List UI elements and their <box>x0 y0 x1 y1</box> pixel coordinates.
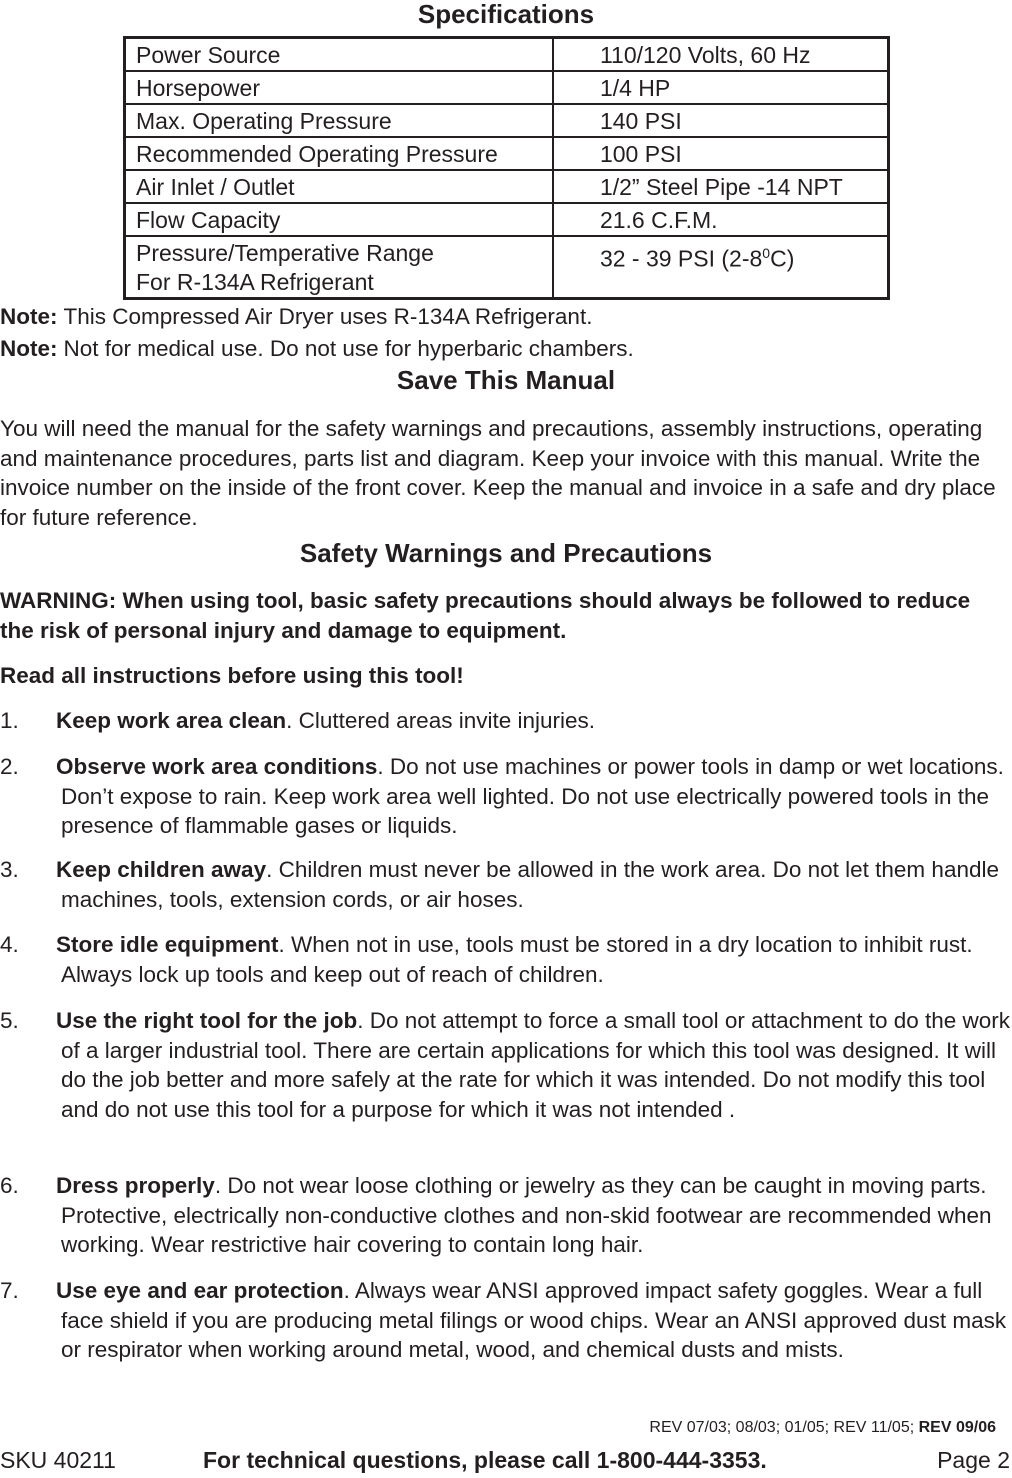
spec-value <box>553 236 889 299</box>
revision-history: REV 07/03; 08/03; 01/05; REV 11/05; <box>649 1419 919 1436</box>
spec-value: 140 PSI <box>553 104 889 137</box>
item-text: . Children must never be allowed in the work area. Do not let them handle machines, tools, extension cords, or air hoses. <box>61 857 999 912</box>
read-instructions: Read all instructions before using this tool! <box>0 663 464 688</box>
spec-value: 100 PSI <box>553 137 889 170</box>
save-manual-title: Save This Manual <box>396 365 616 395</box>
spec-row <box>125 104 889 137</box>
spec-row <box>125 71 889 104</box>
note-label: Note: <box>0 336 58 361</box>
item-text: . Do not use machines or power tools in damp or wet locations. Don’t expose to rain. Keep work area well lighted. Do not use electrically powered tools in the presence of flammable gases or liquids. <box>61 754 1004 838</box>
spec-row-refrigerant-range <box>125 236 889 299</box>
note-text: This Compressed Air Dryer uses R-134A Refrigerant. <box>63 304 593 329</box>
spec-row <box>125 137 889 170</box>
item-number: 2. <box>0 754 19 779</box>
spec-row <box>125 38 889 72</box>
item-number: 5. <box>0 1008 19 1033</box>
spec-label: Horsepower <box>125 71 553 104</box>
item-title: Dress properly <box>56 1173 215 1198</box>
footer-sku: SKU 40211 <box>0 1447 116 1473</box>
item-title: Store idle equipment <box>56 932 279 957</box>
item-number: 1. <box>0 708 19 733</box>
spec-label: Flow Capacity <box>125 203 553 236</box>
item-title: Use the right tool for the job <box>56 1008 358 1033</box>
safety-item <box>0 930 1012 989</box>
revision-note <box>649 1418 996 1438</box>
safety-item <box>0 706 1012 736</box>
safety-item <box>0 752 1012 841</box>
item-text: . Do not attempt to force a small tool or attachment to do the work of a larger industrial tool. There are certain applications for which this tool was designed. It will do the job better and more safely at the rate for which it was intended. Do not modify this tool and do not use this tool for a purpose for which it was not intended . <box>61 1008 1011 1122</box>
spec-label: Air Inlet / Outlet <box>125 170 553 203</box>
note-medical <box>0 335 634 363</box>
specifications-table <box>123 36 890 300</box>
item-number: 3. <box>0 857 19 882</box>
safety-item <box>0 1006 1012 1124</box>
spec-label <box>125 236 553 299</box>
item-number: 4. <box>0 932 19 957</box>
item-title: Use eye and ear protection <box>56 1278 344 1303</box>
spec-value: 1/2” Steel Pipe -14 NPT <box>553 170 889 203</box>
safety-item <box>0 855 1012 914</box>
specifications-title: Specifications <box>417 0 595 29</box>
footer-tech-support: For technical questions, please call 1-800-444-3353. <box>203 1447 767 1473</box>
spec-row <box>125 170 889 203</box>
item-text: . When not in use, tools must be stored in a dry location to inhibit rust. Always lock up tools and keep out of reach of children. <box>61 932 973 987</box>
item-text: . Always wear ANSI approved impact safety goggles. Wear a full face shield if you are producing metal filings or wood chips. Wear an ANSI approved dust mask or respirator when working around metal, wood, and chemical dusts and mists. <box>61 1278 1007 1362</box>
range-label-line1: Pressure/Temperative Range <box>136 240 434 266</box>
range-value-superscript: 0 <box>762 245 771 261</box>
revision-current: REV 09/06 <box>918 1419 996 1436</box>
footer-page-number: Page 2 <box>937 1447 1010 1473</box>
item-title: Keep children away <box>56 857 267 882</box>
spec-label: Power Source <box>125 38 553 72</box>
note-label: Note: <box>0 304 58 329</box>
range-value-unit: C) <box>770 245 795 272</box>
safety-warning: WARNING: When using tool, basic safety precautions should always be followed to reduce the risk of personal injury and damage to equipment. <box>0 588 971 643</box>
item-number: 7. <box>0 1278 19 1303</box>
spec-value: 110/120 Volts, 60 Hz <box>553 38 889 72</box>
range-label-line2: For R-134A Refrigerant <box>136 269 374 295</box>
item-number: 6. <box>0 1173 19 1198</box>
spec-value: 21.6 C.F.M. <box>553 203 889 236</box>
safety-item <box>0 1276 1012 1365</box>
note-refrigerant <box>0 303 592 331</box>
safety-title: Safety Warnings and Precautions <box>299 538 713 568</box>
spec-row <box>125 203 889 236</box>
spec-label: Max. Operating Pressure <box>125 104 553 137</box>
spec-label: Recommended Operating Pressure <box>125 137 553 170</box>
note-text: Not for medical use. Do not use for hyperbaric chambers. <box>63 336 634 361</box>
item-title: Observe work area conditions <box>56 754 378 779</box>
safety-item <box>0 1171 1012 1260</box>
item-title: Keep work area clean <box>56 708 287 733</box>
item-text: . Cluttered areas invite injuries. <box>286 708 596 733</box>
item-text: . Do not wear loose clothing or jewelry as they can be caught in moving parts. Protective, electrically non-conductive clothes and non-skid footwear are recommended when working. Wear restrictive hair covering to contain long hair. <box>61 1173 992 1257</box>
range-value: 32 - 39 PSI (2-8 <box>599 245 763 272</box>
save-manual-text: You will need the manual for the safety warnings and precautions, assembly instructions, operating and maintenance procedures, parts list and diagram. Keep your invoice with this manual. Write the invoice number on the inside of the front cover. Keep the manual and invoice in a safe and dry place for future reference. <box>0 416 996 530</box>
spec-value: 1/4 HP <box>553 71 889 104</box>
